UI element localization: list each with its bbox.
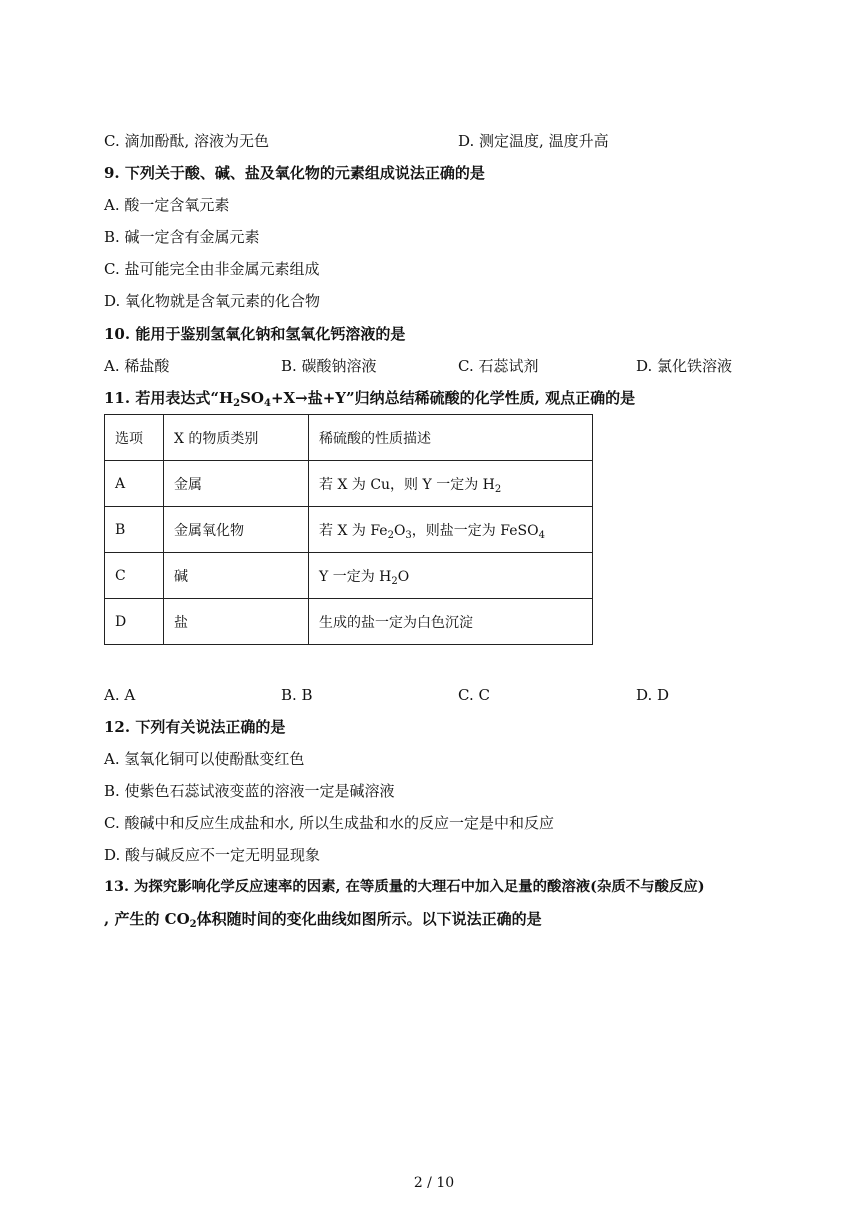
desc-text: 若 X 为 Cu，则 Y 一定为 H (319, 476, 495, 493)
q12-option-b: B. 使紫色石蕊试液变蓝的溶液一定是碱溶液 (104, 782, 395, 800)
q10-option-d: D. 氯化铁溶液 (636, 357, 733, 375)
table-header-cell: X 的物质类别 (164, 415, 309, 461)
table-header-cell: 稀硫酸的性质描述 (309, 415, 593, 461)
q12-option-a: A. 氢氧化铜可以使酚酞变红色 (104, 750, 305, 768)
table-cell-option: C (105, 553, 164, 599)
table-cell-category: 金属氧化物 (164, 507, 309, 553)
q9-option-a: A. 酸一定含氧元素 (104, 196, 230, 214)
q11-option-b: B. B (281, 686, 313, 704)
table-cell-description (309, 553, 593, 599)
q13-stem-post: 体积随时间的变化曲线如图所示。以下说法正确的是 (196, 910, 542, 928)
q9-option-c: C. 盐可能完全由非金属元素组成 (104, 260, 320, 278)
q11-stem-post: +X→盐+Y”归纳总结稀硫酸的化学性质, 观点正确的是 (270, 389, 636, 407)
q13-stem-line1: 13. 为探究影响化学反应速率的因素, 在等质量的大理石中加入足量的酸溶液(杂质不与酸反应) (104, 878, 705, 895)
table-cell-option: B (105, 507, 164, 553)
desc-sub: 2 (387, 529, 394, 541)
q12-option-c: C. 酸碱中和反应生成盐和水, 所以生成盐和水的反应一定是中和反应 (104, 814, 555, 832)
table-cell-category: 金属 (164, 461, 309, 507)
q10-stem: 10. 能用于鉴别氢氧化钠和氢氧化钙溶液的是 (104, 325, 406, 343)
table-header-cell: 选项 (105, 415, 164, 461)
q10-option-b: B. 碳酸钠溶液 (281, 357, 377, 375)
q12-stem: 12. 下列有关说法正确的是 (104, 718, 286, 736)
table-row (105, 507, 593, 553)
table-cell-option: D (105, 599, 164, 645)
q8-option-d: D. 测定温度, 温度升高 (458, 132, 609, 150)
desc-sub: 2 (391, 575, 398, 587)
q13-stem-pre: , 产生的 CO (104, 910, 190, 928)
q9-option-b: B. 碱一定含有金属元素 (104, 228, 260, 246)
q9-stem: 9. 下列关于酸、碱、盐及氧化物的元素组成说法正确的是 (104, 164, 485, 182)
desc-text: 若 X 为 Fe (319, 522, 388, 539)
q11-stem-sub1: 2 (233, 398, 241, 409)
q13-stem-sub: 2 (189, 919, 197, 930)
q8-option-c: C. 滴加酚酞, 溶液为无色 (104, 132, 270, 150)
desc-text: Y 一定为 H (319, 568, 392, 585)
q12-option-d: D. 酸与碱反应不一定无明显现象 (104, 846, 321, 864)
table-cell-description: 生成的盐一定为白色沉淀 (309, 599, 593, 645)
desc-sub: 4 (538, 529, 545, 541)
table-row (105, 599, 593, 645)
desc-text: O (397, 568, 410, 585)
q11-stem-pre: 11. 若用表达式“H (104, 389, 234, 407)
q13-stem-line2 (104, 909, 542, 929)
table-row (105, 461, 593, 507)
desc-sub: 2 (494, 483, 502, 495)
page-number: 2 / 10 (413, 1175, 455, 1191)
table-header-row (105, 415, 593, 461)
q11-stem-sub2: 4 (264, 398, 271, 409)
table-cell-category: 碱 (164, 553, 309, 599)
q11-option-c: C. C (458, 686, 490, 704)
q11-table (104, 414, 593, 645)
desc-text: ，则盐一定为 FeSO (411, 522, 539, 539)
q11-stem-so: SO (240, 389, 264, 407)
q9-option-d: D. 氧化物就是含氧元素的化合物 (104, 292, 321, 310)
table-cell-description (309, 507, 593, 553)
q11-option-d: D. D (636, 686, 670, 704)
q11-option-a: A. A (104, 686, 136, 704)
q10-option-a: A. 稀盐酸 (104, 357, 170, 375)
table-cell-description (309, 461, 593, 507)
table-cell-category: 盐 (164, 599, 309, 645)
q11-stem (104, 388, 635, 408)
desc-sub: 3 (405, 529, 412, 541)
table-row (105, 553, 593, 599)
desc-text: O (393, 522, 406, 539)
table-cell-option: A (105, 461, 164, 507)
q10-option-c: C. 石蕊试剂 (458, 357, 539, 375)
